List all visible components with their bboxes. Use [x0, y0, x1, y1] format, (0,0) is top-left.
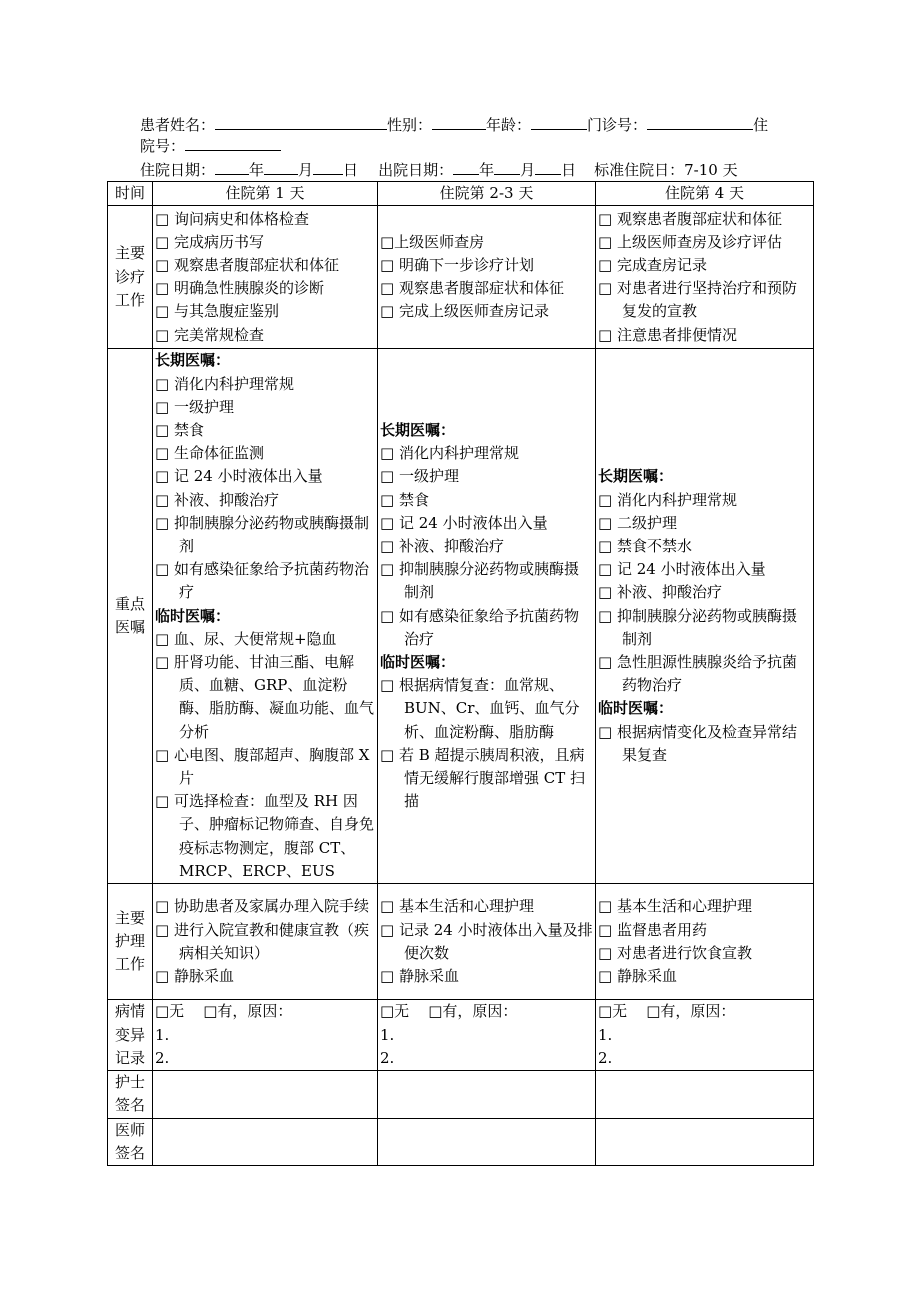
diagnosis-row-label: 主要诊疗工作 [108, 206, 153, 349]
admit-day-unit: 日 [343, 161, 359, 179]
variance-options[interactable]: □无 □有，原因： [598, 1002, 736, 1021]
patient-name-label: 患者姓名： [140, 116, 216, 134]
table-header-row [108, 182, 814, 206]
age-field[interactable] [531, 115, 587, 130]
nursing-day2-3-cell [378, 884, 596, 1000]
list-item[interactable]: □ 补液、抑酸治疗 [380, 536, 504, 555]
list-item[interactable]: □ 对患者进行坚持治疗和预防复发的宣教 [598, 279, 797, 321]
doctor-signature-day1[interactable] [153, 1118, 378, 1165]
orders-day4-cell [596, 349, 814, 884]
header-line-2 [140, 160, 738, 181]
doctor-signature-label: 医师签名 [108, 1118, 153, 1165]
temporary-orders-title: 临时医嘱： [598, 699, 674, 718]
variance-reason-1[interactable]: 1. [380, 1025, 395, 1044]
column-header-day1: 住院第 1 天 [153, 182, 378, 206]
list-item[interactable]: □ 抑制胰腺分泌药物或胰酶摄制剂 [380, 560, 579, 602]
admit-year-field[interactable] [215, 160, 249, 175]
list-item[interactable]: □ 基本生活和心理护理 [380, 897, 534, 916]
diagnosis-day1-cell [153, 206, 378, 349]
admission-number-field[interactable] [185, 136, 281, 151]
diagnosis-day2-3-cell [378, 206, 596, 349]
discharge-month-unit: 月 [520, 161, 536, 179]
column-header-day2-3: 住院第 2-3 天 [378, 182, 596, 206]
list-item[interactable]: □ 禁食不禁水 [598, 536, 692, 555]
header-line-1b [140, 136, 281, 157]
list-item[interactable]: □ 完成查房记录 [598, 256, 707, 274]
list-item[interactable]: □ 静脉采血 [598, 966, 677, 985]
list-item[interactable]: □ 如有感染征象给予抗菌药物治疗 [155, 560, 369, 602]
list-item[interactable]: □ 补液、抑酸治疗 [598, 583, 722, 602]
variance-options[interactable]: □无 □有，原因： [380, 1002, 518, 1021]
variance-day2-3-cell[interactable] [378, 1000, 596, 1071]
list-item[interactable]: □ 观察患者腹部症状和体征 [598, 209, 782, 228]
list-item[interactable]: □ 补液、抑酸治疗 [155, 490, 279, 509]
gender-field[interactable] [432, 115, 486, 130]
nurse-signature-day2-3[interactable] [378, 1071, 596, 1118]
list-item[interactable]: □ 生命体征监测 [155, 444, 264, 463]
variance-reason-1[interactable]: 1. [155, 1025, 170, 1044]
nursing-row-label: 主要护理工作 [108, 884, 153, 1000]
clinical-pathway-table [107, 181, 814, 1166]
variance-options[interactable]: □无 □有，原因： [155, 1002, 293, 1021]
list-item[interactable]: □ 明确急性胰腺炎的诊断 [155, 279, 324, 298]
admission-number-label-b: 院号： [140, 137, 186, 155]
doctor-signature-day2-3[interactable] [378, 1118, 596, 1165]
list-item[interactable]: □ 禁食 [380, 490, 429, 509]
list-item[interactable]: □ 一级护理 [380, 467, 459, 486]
list-item[interactable]: □ 肝肾功能、甘油三酯、电解质、血糖、GRP、血淀粉酶、脂肪酶、凝血功能、血气分析 [155, 653, 375, 741]
discharge-year-unit: 年 [479, 161, 495, 179]
clinic-number-label: 门诊号： [587, 116, 648, 134]
time-header: 时间 [108, 182, 153, 206]
long-term-orders-title: 长期医嘱： [598, 467, 674, 486]
list-item[interactable]: □ 抑制胰腺分泌药物或胰酶摄制剂 [155, 513, 369, 555]
diagnosis-day4-cell [596, 206, 814, 349]
list-item[interactable]: □ 询问病史和体格检查 [155, 209, 309, 228]
list-item[interactable]: □ 二级护理 [598, 513, 677, 532]
variance-day4-cell[interactable] [596, 1000, 814, 1071]
list-item[interactable]: □ 根据病情变化及检查异常结果复查 [598, 722, 797, 764]
list-item[interactable]: □ 血、尿、大便常规+隐血 [155, 629, 337, 648]
list-item[interactable]: □ 可选择检查：血型及 RH 因子、肿瘤标记物筛查、自身免疫标志物测定，腹部 CT、MRCP、ERCP、EUS [155, 792, 375, 880]
list-item[interactable]: □ 协助患者及家属办理入院手续 [155, 897, 369, 916]
list-item[interactable]: □ 明确下一步诊疗计划 [380, 256, 534, 274]
list-item[interactable]: □ 对患者进行饮食宣教 [598, 943, 752, 962]
list-item[interactable]: □ 记 24 小时液体出入量 [380, 513, 548, 532]
admit-date-label: 住院日期： [140, 161, 216, 179]
nurse-signature-day1[interactable] [153, 1071, 378, 1118]
nursing-day1-cell [153, 884, 378, 1000]
admit-month-field[interactable] [264, 160, 298, 175]
list-item[interactable]: □ 急性胆源性胰腺炎给予抗菌药物治疗 [598, 653, 797, 695]
admission-number-label-a: 住 [753, 116, 769, 134]
list-item[interactable]: □ 根据病情复查：血常规、BUN、Cr、血钙、血气分析、血淀粉酶、脂肪酶 [380, 676, 580, 741]
orders-row-label: 重点医嘱 [108, 349, 153, 884]
list-item[interactable]: □上级医师查房 [380, 232, 485, 251]
nursing-day4-cell [596, 884, 814, 1000]
variance-row-label: 病情变异记录 [108, 1000, 153, 1071]
patient-name-field[interactable] [215, 115, 387, 130]
orders-day1-cell [153, 349, 378, 884]
list-item[interactable]: □ 完成上级医师查房记录 [380, 302, 549, 321]
list-item[interactable]: □ 监督患者用药 [598, 920, 707, 939]
long-term-orders-title: 长期医嘱： [155, 351, 231, 370]
list-item[interactable]: □ 消化内科护理常规 [598, 490, 737, 509]
list-item[interactable]: □ 一级护理 [155, 397, 234, 416]
long-term-orders-title: 长期医嘱： [380, 420, 456, 439]
list-item[interactable]: □ 静脉采血 [155, 966, 234, 985]
nurse-signature-day4[interactable] [596, 1071, 814, 1118]
temporary-orders-title: 临时医嘱： [155, 606, 231, 625]
list-item[interactable]: □ 观察患者腹部症状和体征 [155, 256, 339, 274]
admit-day-field[interactable] [313, 160, 343, 175]
nursing-row [108, 884, 814, 1000]
list-item[interactable]: □ 基本生活和心理护理 [598, 897, 752, 916]
doctor-signature-row [108, 1118, 814, 1165]
diagnosis-row [108, 206, 814, 349]
gender-label: 性别： [387, 116, 433, 134]
list-item[interactable]: □ 记 24 小时液体出入量 [155, 467, 323, 486]
discharge-month-field[interactable] [494, 160, 520, 175]
list-item[interactable]: □ 如有感染征象给予抗菌药物治疗 [380, 606, 579, 648]
list-item[interactable]: □ 记 24 小时液体出入量 [598, 560, 766, 579]
admit-year-unit: 年 [249, 161, 265, 179]
list-item[interactable]: □ 心电图、腹部超声、胸腹部 X 片 [155, 745, 370, 788]
list-item[interactable]: □ 与其急腹症鉴别 [155, 302, 279, 321]
variance-reason-1[interactable]: 1. [598, 1025, 613, 1044]
list-item[interactable]: □ 完成病历书写 [155, 232, 264, 251]
age-label: 年龄： [486, 116, 532, 134]
list-item[interactable]: □ 若 B 超提示胰周积液，且病情无缓解行腹部增强 CT 扫描 [380, 745, 586, 811]
list-item[interactable]: □ 静脉采血 [380, 966, 459, 985]
header-line-1 [140, 115, 768, 136]
list-item[interactable]: □ 进行入院宣教和健康宣教（疾病相关知识） [155, 920, 369, 962]
orders-row [108, 349, 814, 884]
temporary-orders-title: 临时医嘱： [380, 653, 456, 671]
list-item[interactable]: □ 消化内科护理常规 [380, 444, 519, 463]
admit-month-unit: 月 [298, 161, 314, 179]
list-item[interactable]: □ 上级医师查房及诊疗评估 [598, 232, 782, 251]
list-item[interactable]: □ 禁食 [155, 420, 204, 439]
list-item[interactable]: □ 记录 24 小时液体出入量及排便次数 [380, 920, 593, 962]
list-item[interactable]: □ 观察患者腹部症状和体征 [380, 279, 564, 298]
variance-day1-cell[interactable] [153, 1000, 378, 1071]
variance-reason-2[interactable]: 2. [155, 1048, 170, 1067]
column-header-day4: 住院第 4 天 [596, 182, 814, 206]
doctor-signature-day4[interactable] [596, 1118, 814, 1165]
standard-stay-label: 标准住院日：7-10 天 [594, 161, 738, 179]
discharge-day-unit: 日 [561, 161, 577, 179]
discharge-date-label: 出院日期： [378, 161, 454, 179]
variance-row [108, 1000, 814, 1071]
orders-day2-3-cell [378, 349, 596, 884]
discharge-year-field[interactable] [453, 160, 479, 175]
list-item[interactable]: □ 注意患者排便情况 [598, 325, 737, 344]
variance-reason-2[interactable]: 2. [380, 1048, 395, 1067]
list-item[interactable]: □ 消化内科护理常规 [155, 374, 294, 393]
list-item[interactable]: □ 完美常规检查 [155, 325, 264, 344]
discharge-day-field[interactable] [535, 160, 561, 175]
list-item[interactable]: □ 抑制胰腺分泌药物或胰酶摄制剂 [598, 606, 797, 648]
variance-reason-2[interactable]: 2. [598, 1048, 613, 1067]
clinic-number-field[interactable] [647, 115, 753, 130]
nurse-signature-row [108, 1071, 814, 1118]
nurse-signature-label: 护士签名 [108, 1071, 153, 1118]
